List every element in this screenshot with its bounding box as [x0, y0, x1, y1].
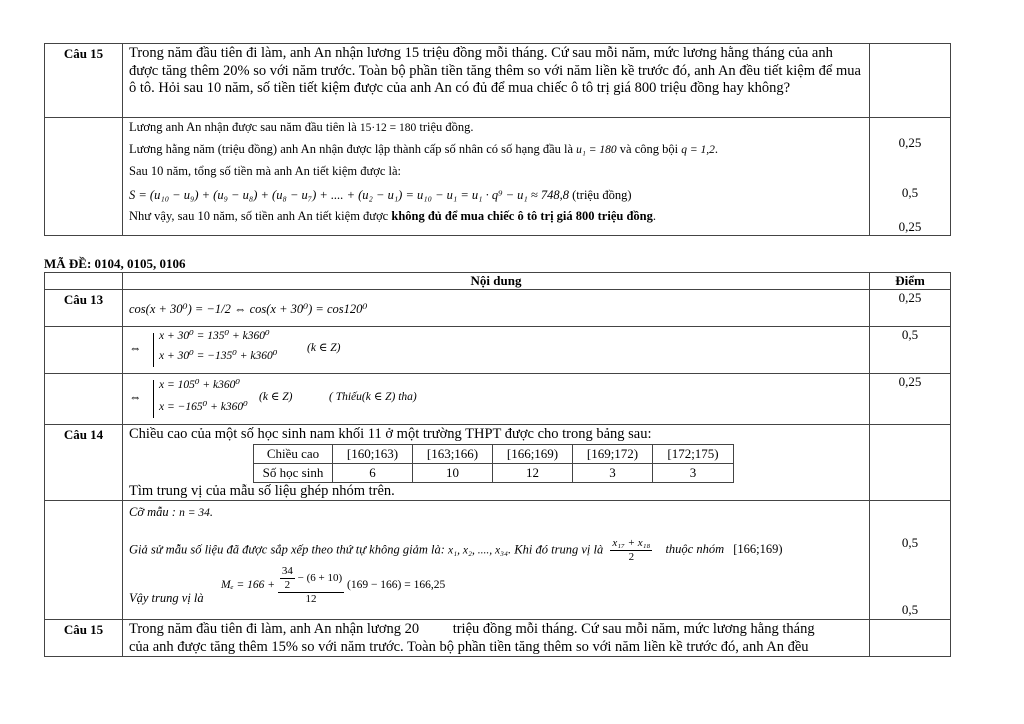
points-value: 0,5	[901, 185, 919, 200]
points-cell	[870, 44, 951, 118]
solution-line-1: Lương anh An nhận được sau năm đầu tiên là 15·12 = 180 triệu đồng.	[129, 120, 474, 134]
math-expression: x = −165⁰ + k360⁰	[159, 401, 248, 413]
q15-line-1: Trong năm đầu tiên đi làm, anh An nhận lương 20 triệu đồng mỗi tháng. Cứ sau mỗi năm, mức lương hằng tháng	[129, 621, 815, 637]
header-points: Điểm	[870, 273, 951, 290]
math-expression: n = 34	[179, 507, 210, 519]
result-line: Vậy trung vị là	[129, 591, 204, 605]
math-expression: x₁, x₂, ...., x₃₄	[447, 544, 509, 557]
table-cell: 3	[653, 463, 734, 482]
table-header-cell: Số học sinh	[254, 463, 333, 482]
exam-code-heading: MÃ ĐỀ: 0104, 0105, 0106	[44, 256, 186, 271]
bracket	[153, 333, 154, 367]
top-answer-table	[44, 43, 951, 236]
question-label: Câu 15	[45, 44, 123, 118]
question-label: Câu 14	[45, 425, 123, 501]
q15-line-2: của anh được tăng thêm 15% so với năm trước. Toàn bộ phần tiền tăng thêm so với năm liền kề trước đó, anh An đều	[129, 638, 809, 655]
table-cell: [163;166)	[413, 444, 493, 463]
empty-label-cell	[45, 374, 123, 425]
q13-step-2	[123, 327, 870, 374]
equivalence-symbol: ⇔	[129, 390, 142, 404]
q14-ask: Tìm trung vị của mẫu số liệu ghép nhóm trên.	[129, 482, 395, 499]
table-cell: [169;172)	[573, 444, 653, 463]
math-expression: x = 105⁰ + k360⁰	[159, 379, 240, 391]
inner-fraction: $\frac{34}{2}$	[281, 565, 293, 591]
median-fraction: $\frac{\text{x₁₇ + x₁₈}}{2}$	[612, 537, 651, 563]
points-column	[870, 118, 951, 236]
points-value: 0,5	[870, 327, 951, 374]
table-cell: [166;169)	[493, 444, 573, 463]
median-formula: Mₑ = 166 + $\frac{34}{2}$ − (6 + 10) 12 (169 − 166) = 166,25	[221, 565, 446, 605]
sorted-line: Giả sử mẫu số liệu đã được sắp xếp theo thứ tự không giảm là: x₁, x₂, ...., x₃₄. Khi đó trung vị là $\frac{\text{x₁₇ + x₁₈}}{2}$ thuộc nhóm [166;169)	[129, 537, 783, 563]
math-expression: S = (u₁₀ − u₉) + (u₉ − u₈) + (u₈ − u₇) + .... + (u₂ − u₁) = u₁₀ − u₁ = u₁ · q⁹ − u₁ ≈ 748,8	[129, 188, 570, 202]
math-expression: (k ∈ Z)	[259, 391, 293, 403]
table-cell: [172;175)	[653, 444, 734, 463]
points-value: 0,25	[898, 219, 922, 234]
points-cell	[870, 620, 951, 657]
points-value: 0,25	[870, 290, 951, 327]
math-expression: 15·12 = 180	[359, 122, 417, 134]
table-cell: 10	[413, 463, 493, 482]
data-table	[253, 444, 734, 483]
solution-line-2: Lương hằng năm (triệu đồng) anh An nhận được lập thành cấp số nhân có số hạng đầu là u₁ = 180 và công bội q = 1,2.	[129, 142, 719, 156]
note: ( Thiếu(k ∈ Z) tha)	[329, 391, 417, 403]
table-cell: 3	[573, 463, 653, 482]
math-expression: (k ∈ Z)	[307, 342, 341, 354]
question-label: Câu 13	[45, 290, 123, 327]
points-value: 0,25	[898, 135, 922, 150]
conclusion-bold: không đủ để mua chiếc ô tô trị giá 800 triệu đồng	[391, 209, 653, 223]
q14-solution	[123, 501, 870, 620]
question-text: Trong năm đầu tiên đi làm, anh An nhận lương 15 triệu đồng mỗi tháng. Cứ sau mỗi năm, mức lương hằng tháng của anh được tăng thêm 20% so với năm trước. Toàn bộ phần tiền tăng thêm so với năm liền kề trước đó, anh An đều tiết kiệm để mua ô tô. Hỏi sau 10 năm, số tiền tiết kiệm được của anh An có đủ để mua chiếc ô tô trị giá 800 triệu đồng hay không?	[123, 44, 870, 118]
answer-table	[44, 272, 951, 657]
solution-line-3: Sau 10 năm, tổng số tiền mà anh An tiết kiệm được là:	[129, 164, 402, 178]
table-cell: 12	[493, 463, 573, 482]
median-formula-fraction: $\frac{34}{2}$ − (6 + 10) 12	[278, 565, 344, 606]
table-header-cell: Chiều cao	[254, 444, 333, 463]
group-interval: [166;169)	[733, 542, 783, 557]
points-value: 0,5	[901, 535, 919, 550]
empty-label-cell	[45, 327, 123, 374]
points-value: 0,5	[901, 602, 919, 617]
math-expression: x + 30⁰ = 135⁰ + k360⁰	[159, 330, 270, 342]
q13-step-3	[123, 374, 870, 425]
math-expression: q = 1,2	[681, 144, 715, 156]
points-column	[870, 501, 951, 620]
solution-line-4: S = (u₁₀ − u₉) + (u₉ − u₈) + (u₈ − u₇) + .... + (u₂ − u₁) = u₁₀ − u₁ = u₁ · q⁹ − u₁ ≈ 748,8 (triệu đồng)	[129, 188, 632, 202]
q14-intro: Chiều cao của một số học sinh nam khối 11 ở một trường THPT được cho trong bảng sau:	[129, 426, 652, 442]
table-cell: [160;163)	[333, 444, 413, 463]
math-expression: x + 30⁰ = −135⁰ + k360⁰	[159, 350, 278, 362]
header-empty	[45, 273, 123, 290]
points-cell	[870, 425, 951, 501]
math-expression: cos(x + 30⁰) = −1/2 ⇔ cos(x + 30⁰) = cos120⁰	[129, 302, 368, 316]
solution-cell	[123, 118, 870, 236]
solution-line-5: Như vậy, sau 10 năm, số tiền anh An tiết kiệm được không đủ để mua chiếc ô tô trị giá 800 triệu đồng.	[129, 209, 656, 223]
math-expression: u₁ = 180	[576, 144, 617, 156]
question-label: Câu 15	[45, 620, 123, 657]
q13-step-1	[123, 290, 870, 327]
equivalence-symbol: ⇔	[129, 341, 142, 355]
empty-label-cell	[45, 118, 123, 236]
table-cell: 6	[333, 463, 413, 482]
header-content: Nội dung	[123, 273, 870, 290]
empty-label-cell	[45, 501, 123, 620]
points-value: 0,25	[870, 374, 951, 425]
q14-question	[123, 425, 870, 501]
q15-question	[123, 620, 870, 657]
sample-size-line: Cỡ mẫu : n = 34.	[129, 505, 213, 519]
bracket	[153, 380, 154, 418]
